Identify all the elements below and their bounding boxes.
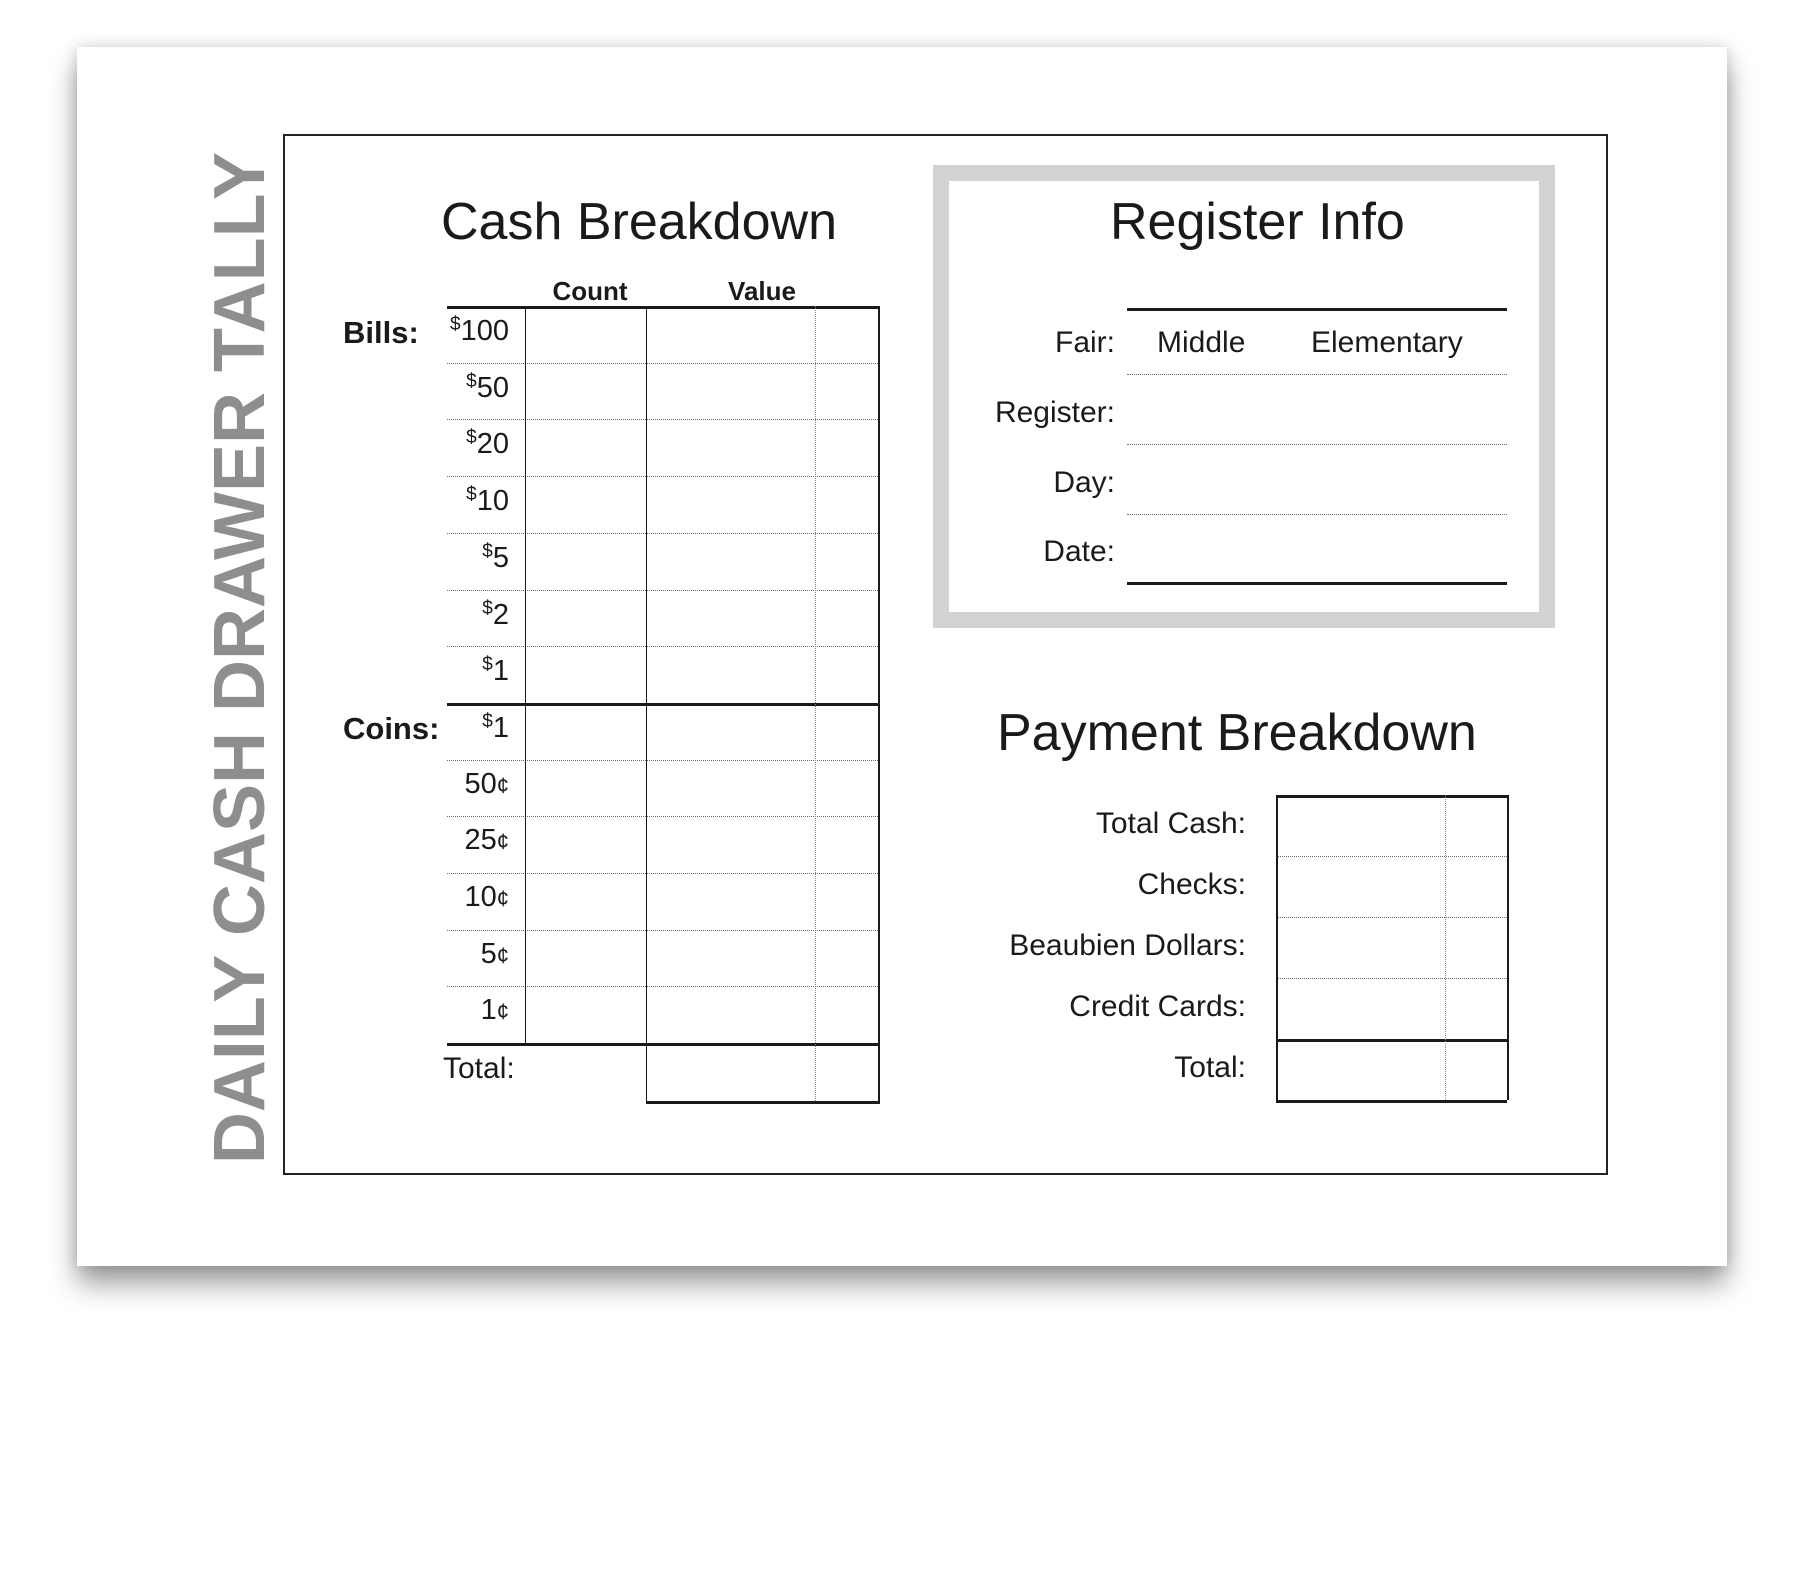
day-label: Day: [1053,466,1115,499]
dollar-sign: $ [482,710,493,732]
payment-right-edge [1507,795,1509,1100]
bills-label: Bills: [343,315,419,350]
row-divider [447,816,878,817]
cents-divider [815,306,816,1103]
side-title: DAILY CASH DRAWER TALLY [200,151,280,1165]
denomination-label [431,484,509,518]
denomination-amount: 1 [492,711,509,744]
register-field[interactable] [1127,444,1507,445]
dollar-sign: $ [450,314,461,335]
denomination-label [431,541,509,575]
denomination-amount: 25 [464,824,497,857]
payment-row-divider [1276,978,1507,979]
row-divider [447,986,878,987]
dollar-sign: $ [482,654,493,676]
table-right-edge [878,306,880,1103]
day-field[interactable] [1127,514,1507,515]
payment-amount-cell[interactable] [0,1316,225,1369]
denomination-amount: 5 [492,541,509,574]
denomination-amount: 10 [464,881,497,913]
count-column-left [525,306,526,1043]
payment-row-divider [1276,856,1507,857]
value-column-header: Value [728,276,796,306]
table-top-rule [447,306,878,309]
dollar-sign: $ [482,597,493,619]
fair-option-elementary[interactable]: Elementary [1311,326,1463,359]
denomination-amount: 1 [480,994,497,1027]
denomination-label [431,994,509,1027]
cash-total-cell[interactable] [0,1266,228,1316]
count-column-header: Count [552,276,628,306]
denomination-amount: 5 [480,937,497,970]
payment-breakdown-table [0,1316,1800,1581]
payment-total-label: Total: [1174,1051,1246,1084]
register-top-rule [1127,308,1507,311]
row-divider [447,646,878,647]
row-divider [447,419,878,420]
denomination-amount: 2 [492,598,509,631]
dollar-sign: $ [482,540,493,562]
register-label: Register: [994,396,1115,429]
payment-top-rule [1276,795,1507,798]
denomination-label [431,598,509,632]
bills-coins-divider [447,703,878,706]
cash-total-label: Total: [443,1052,515,1085]
row-divider [447,873,878,874]
payment-row-label: Total Cash: [1095,807,1246,840]
date-label: Date: [1043,535,1115,568]
denomination-label [431,881,509,914]
denomination-label [431,824,509,857]
dollar-sign: $ [466,427,477,449]
denomination-amount: 10 [476,485,509,518]
fair-option-middle[interactable]: Middle [1157,326,1246,359]
denomination-amount: 20 [476,428,509,461]
cent-sign: ¢ [496,999,509,1025]
count-cell[interactable] [0,0,117,49]
row-divider [447,590,878,591]
payment-cents-divider [1445,795,1446,1100]
denomination-label [431,938,509,971]
register-info-title: Register Info [1110,193,1405,251]
payment-total-divider [1276,1039,1507,1042]
denomination-label [431,768,509,801]
cent-sign: ¢ [496,886,509,911]
payment-left-edge [1276,795,1278,1100]
value-column-left [646,306,647,1103]
cent-sign: ¢ [496,772,509,798]
cash-total-bottom-rule [646,1101,880,1104]
payment-amount-cell[interactable] [0,1422,225,1475]
row-divider [447,533,878,534]
date-field[interactable] [1127,582,1507,585]
payment-amount-cell[interactable] [0,1369,225,1422]
payment-row-label: Credit Cards: [1069,990,1246,1023]
row-divider [447,363,878,364]
cent-sign: ¢ [496,942,509,968]
denomination-amount: 50 [464,767,497,800]
denomination-amount: 1 [492,655,509,688]
cash-breakdown-title: Cash Breakdown [441,193,837,251]
cent-sign: ¢ [496,829,509,855]
payment-total-cell[interactable] [0,1528,225,1581]
denomination-label [431,711,509,745]
denomination-label [431,314,509,348]
payment-row-label: Checks: [1137,868,1246,901]
denomination-label [431,427,509,461]
dollar-sign: $ [466,370,477,392]
payment-row-divider [1276,917,1507,918]
denomination-label [431,371,509,405]
denomination-label [431,654,509,688]
denomination-amount: 50 [476,371,509,404]
payment-breakdown-title: Payment Breakdown [997,704,1477,762]
denomination-amount: 100 [460,315,509,347]
row-divider [447,760,878,761]
row-divider [447,930,878,931]
payment-bottom-rule [1276,1100,1507,1103]
dollar-sign: $ [466,484,477,506]
row-divider [447,476,878,477]
fair-line [1127,374,1507,375]
coins-label: Coins: [343,711,440,746]
table-bottom-rule [447,1043,878,1046]
payment-row-label: Beaubien Dollars: [1009,929,1246,962]
payment-amount-cell[interactable] [0,1475,225,1528]
fair-label: Fair: [1055,326,1115,359]
